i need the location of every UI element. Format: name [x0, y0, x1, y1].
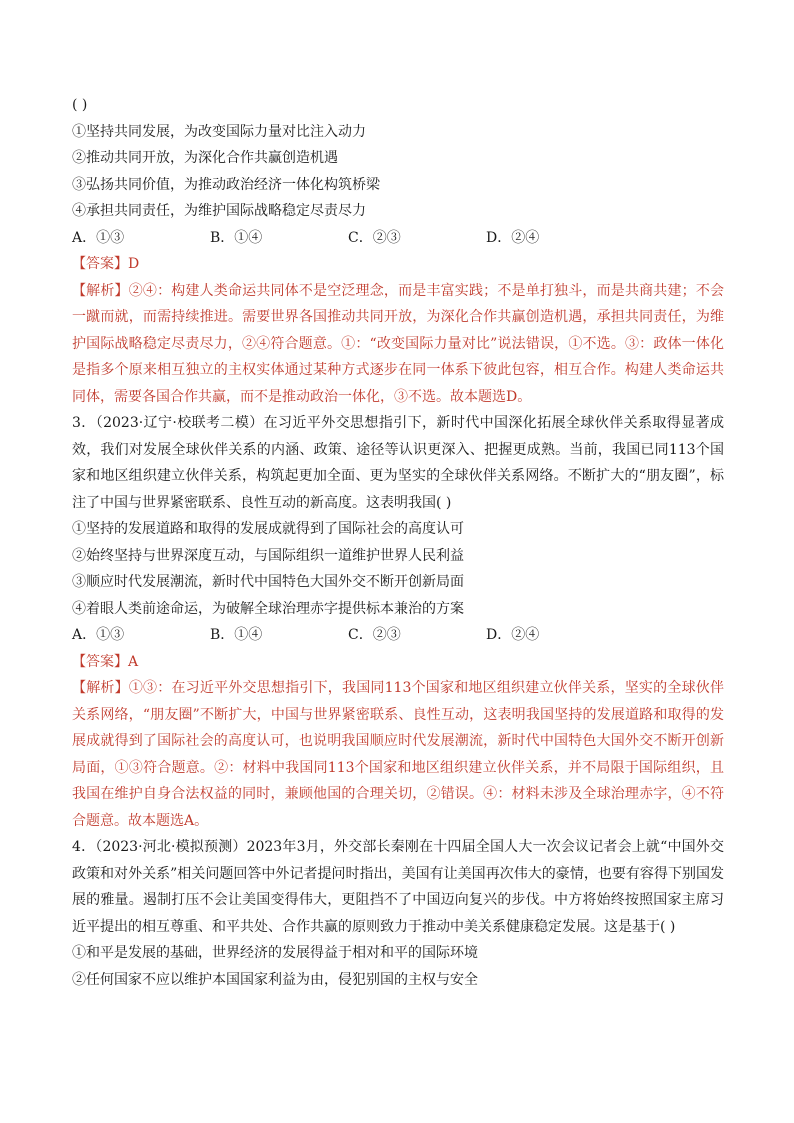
q3-option-2: ②始终坚持与世界深度互动，与国际组织一道维护世界人民利益 [72, 547, 464, 564]
q3-option-1: ①坚持的发展道路和取得的发展成就得到了国际社会的高度认可 [72, 521, 464, 537]
q2-analysis-label: 【解析】 [72, 282, 129, 299]
q3-choice-b: B．①④ [210, 627, 263, 643]
q2-choice-b: B．①④ [210, 229, 263, 246]
q4-option-2: ②任何国家不应以维护本国国家利益为由，侵犯别国的主权与安全 [72, 971, 478, 988]
q3-choice-d: D．②④ [486, 627, 540, 643]
q3-option-3: ③顺应时代发展潮流，新时代中国特色大国外交不断开创新局面 [72, 574, 464, 590]
q2-choice-c: C．②③ [348, 229, 401, 246]
q3-choice-a: A．①③ [72, 627, 125, 643]
q2-choices [72, 225, 724, 252]
q2-choice-a: A．①③ [72, 229, 125, 246]
q2-answer [72, 251, 724, 278]
q2-choice-d: D．②④ [486, 229, 540, 246]
q2-option-4: ④承担共同责任，为维护国际战略稳定尽责尽力 [72, 203, 366, 219]
q3-option-4: ④着眼人类前途命运，为破解全球治理赤字提供标本兼治的方案 [72, 600, 464, 617]
q4-option-1: ①和平是发展的基础，世界经济的发展得益于相对和平的国际环境 [72, 945, 478, 961]
q3-choice-c: C．②③ [348, 627, 401, 643]
q3-answer-value: A [128, 653, 139, 670]
q2-analysis-text: ②④：构建人类命运共同体不是空泛理念，而是丰富实践；不是单打独斗，而是共商共建；不会一蹴而就，而需持续推进。需要世界各国推动共同开放，为深化合作共赢创造机遇，承担共同责任，为维护国际战略稳定尽责尽力，②④符合题意。①：“改变国际力量对比”说法错误，①不选。③：政体一体化是指多个原来相互独立的主权实体通过某种方式逐步在同一体系下彼此包容，相互合作。构建人类命运共同体，需要各国合作共赢，而不是推动政治一体化，③不选。故本题选D。 [72, 282, 725, 405]
q3-analysis-label: 【解析】 [72, 680, 129, 696]
q3-analysis [72, 675, 724, 834]
q3-choices [72, 622, 724, 649]
q2-answer-label: 【答案】 [72, 256, 128, 272]
q3-answer-label: 【答案】 [72, 653, 128, 670]
q3-stem: 3．（2023·辽宁·校联考二模）在习近平外交思想指引下，新时代中国深化拓展全球伙伴关系取得显著成效，我们对发展全球伙伴关系的内涵、政策、途径等认识更深入、把握更成熟。当前，我国已同113个国家和地区组织建立伙伴关系，构筑起更加全面、更为坚实的全球伙伴关系网络。不断扩大的“朋友圈”，标注了中国与世界紧密联系、良性互动的新高度。这表明我国( ) [72, 415, 724, 511]
exam-page [72, 92, 724, 993]
q2-option-3: ③弘扬共同价值，为推动政治经济一体化构筑桥梁 [72, 176, 380, 193]
q3-answer [72, 649, 724, 676]
q2-stem-tail: ( ) [72, 97, 88, 113]
q2-analysis [72, 278, 724, 411]
q2-option-1: ①坚持共同发展，为改变国际力量对比注入动力 [72, 123, 366, 140]
q2-answer-value: D [128, 256, 140, 272]
q4-stem: 4．（2023·河北·模拟预测）2023年3月，外交部长秦刚在十四届全国人大一次会议记者会上就“中国外交政策和对外关系”相关问题回答中外记者提问时指出，美国有让美国再次伟大的豪情，也要有容得下别国发展的雅量。遏制打压不会让美国变得伟大，更阻挡不了中国迈向复兴的步伐。中方将始终按照国家主席习近平提出的相互尊重、和平共处、合作共赢的原则致力于推动中美关系健康稳定发展。这是基于( ) [72, 839, 724, 935]
q3-analysis-text: ①③：在习近平外交思想指引下，我国同113个国家和地区组织建立伙伴关系，坚实的全球伙伴关系网络，“朋友圈”不断扩大，中国与世界紧密联系、良性互动，这表明我国坚持的发展道路和取得的发展成就得到了国际社会的高度认可，也说明我国顺应时代发展潮流，新时代中国特色大国外交不断开创新局面，①③符合题意。②：材料中我国同113个国家和地区组织建立伙伴关系，并不局限于国际组织，且我国在维护自身合法权益的同时，兼顾他国的合理关切，②错误。④：材料未涉及全球治理赤字，④不符合题意。故本题选A。 [72, 680, 724, 829]
q2-option-2: ②推动共同开放，为深化合作共赢创造机遇 [72, 150, 338, 166]
